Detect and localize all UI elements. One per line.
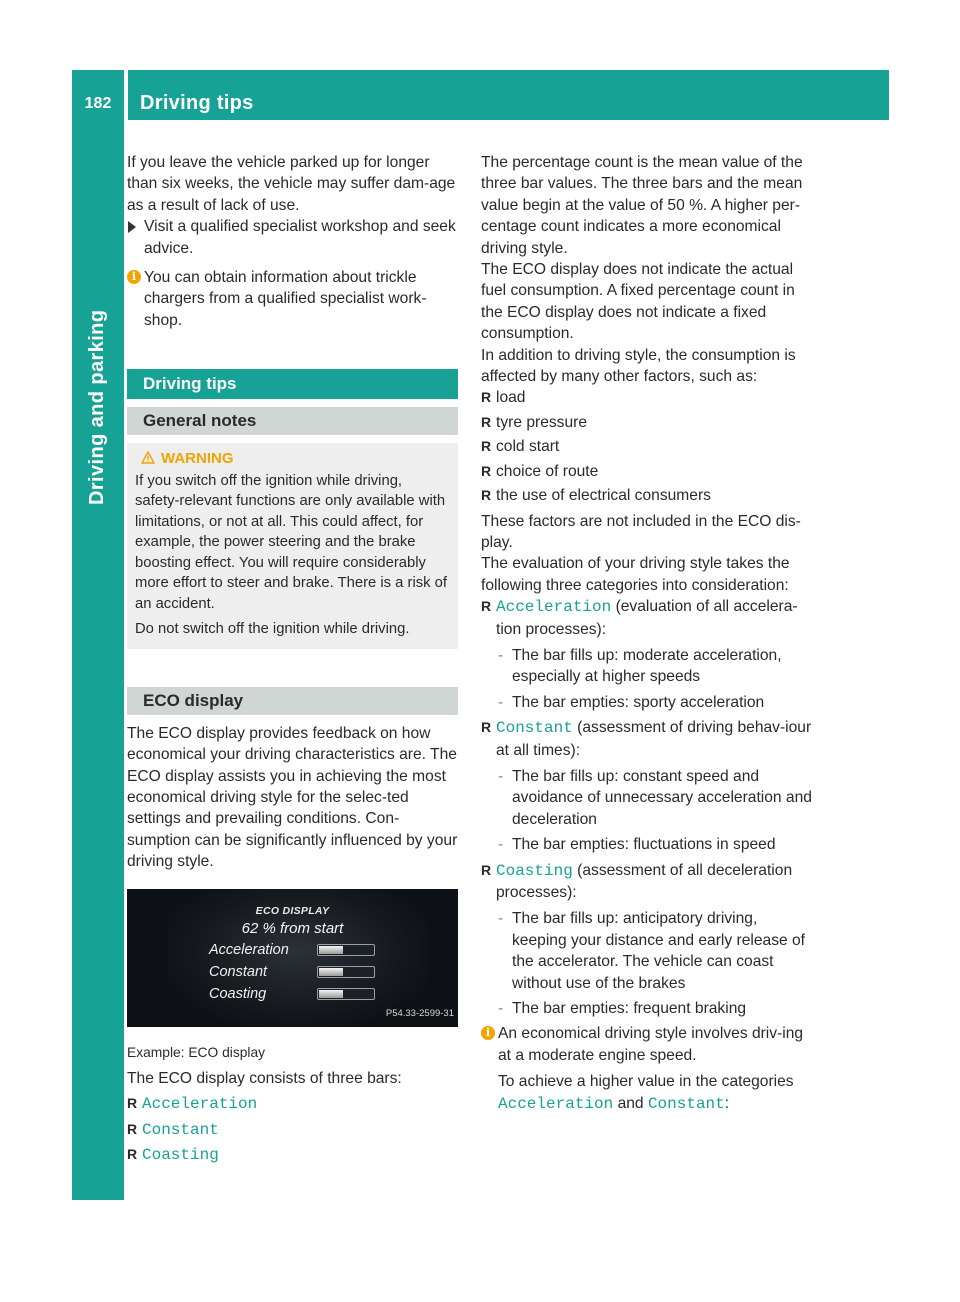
info-suffix: : [724, 1094, 730, 1112]
dash-icon: - [498, 836, 504, 854]
chapter-tab [72, 120, 124, 1200]
warning-triangle-icon [141, 451, 155, 464]
info-icon: i [127, 270, 141, 284]
categories-list [481, 596, 812, 1019]
paragraph-evaluation: The evaluation of your driving style takes the following three categories into consideration: [481, 555, 790, 594]
detail-text: The bar fills up: constant speed and avoidance of unnecessary acceleration and deceleration [512, 767, 812, 828]
detail-text: The bar fills up: anticipatory driving, keeping your distance and early release of the accelerator. The vehicle can coast without use of the brakes [512, 910, 805, 992]
paragraph-not-included: These factors are not included in the ECO dis-play. [481, 512, 801, 551]
info-and: and [617, 1094, 644, 1112]
warning-heading [135, 449, 450, 470]
factor-text: tyre pressure [496, 413, 587, 431]
detail-item [496, 645, 812, 688]
subsection-heading-general: General notes [127, 407, 458, 435]
chapter-label [84, 309, 114, 505]
category-description: (evaluation of all accelera-tion processes): [496, 598, 798, 638]
eco-intro-paragraph: The ECO display provides feedback on how economical your driving characteristics are. The ECO display assists you in achieving the most economical driving style for the selec-ted settings and prevailing conditions. Con-sumption can be significantly influenced by your driving style. [127, 724, 458, 871]
warning-text: If you switch off the ignition while driving, safety-relevant functions are only available with limitations, or not at all. This could affect, for example, the power steering and the brake boosting effect. You will require considerably more effort to steer and brake. There is a risk of an accident. [135, 472, 447, 612]
detail-text: The bar empties: fluctuations in speed [512, 836, 776, 854]
intro-paragraph: If you leave the vehicle parked up for longer than six weeks, the vehicle may suffer dam-age as a result of lack of use. [127, 154, 456, 214]
info-note-economy [481, 1023, 812, 1115]
list-item [481, 461, 812, 482]
eco-display-image [127, 889, 458, 1027]
section-heading: Driving tips [127, 369, 458, 399]
factor-text: load [496, 389, 526, 407]
chapter-label-text: Driving and parking [86, 309, 108, 505]
category-reference: Constant [647, 1094, 725, 1113]
info-text: An economical driving style involves driv-ing at a moderate engine speed. [498, 1025, 804, 1064]
eco-bar-constant [317, 966, 375, 978]
factor-text: the use of electrical consumers [496, 487, 711, 505]
factors-list [481, 387, 812, 506]
header-divider [124, 70, 128, 120]
list-item [481, 387, 812, 408]
bullet-icon: R [481, 462, 492, 479]
list-item [127, 1119, 458, 1141]
bar-name: Constant [142, 1120, 219, 1139]
category-reference: Acceleration [498, 1094, 614, 1113]
info-text-continued [498, 1071, 812, 1115]
eco-display-title: ECO DISPLAY [255, 904, 330, 917]
bullet-icon: R [481, 861, 492, 878]
detail-item [496, 998, 812, 1019]
dash-icon: - [498, 767, 504, 785]
step-arrow-icon [128, 221, 136, 233]
bullet-icon: R [481, 487, 492, 504]
info-text: You can obtain information about trickle chargers from a qualified specialist work-shop. [144, 269, 427, 329]
eco-row-label: Acceleration [209, 941, 289, 958]
detail-text: The bar empties: sporty acceleration [512, 693, 765, 711]
bullet-icon: R [481, 719, 492, 736]
paragraph-mean-value: The percentage count is the mean value of the three bar values. The three bars and the mean value begin at the value of 50 %. A higher per-centage count indicates a more economical driving style. [481, 154, 803, 257]
list-item [127, 1144, 458, 1166]
detail-item [496, 908, 812, 994]
warning-label: WARNING [161, 450, 234, 468]
detail-item [496, 834, 812, 855]
info-note [127, 267, 458, 331]
bars-intro: The ECO display consists of three bars: [127, 1070, 402, 1087]
image-reference-code: P54.33-2599-31 [385, 1008, 454, 1020]
category-description: (assessment of all deceleration processes): [496, 861, 793, 901]
category-name: Constant [496, 719, 573, 738]
dash-icon: - [498, 646, 504, 664]
bullet-icon: R [127, 1146, 138, 1163]
category-item [481, 596, 812, 713]
detail-item [496, 766, 812, 830]
eco-display-percentage: 62 % from start [241, 919, 344, 937]
factor-text: choice of route [496, 462, 599, 480]
paragraph-factors-intro: In addition to driving style, the consumption is affected by many other factors, such as: [481, 346, 796, 386]
bars-list [127, 1093, 458, 1166]
eco-bar-acceleration [317, 944, 375, 956]
bullet-icon: R [127, 1095, 138, 1112]
list-item [481, 412, 812, 433]
detail-text: The bar fills up: moderate acceleration, especially at higher speeds [512, 646, 782, 686]
bullet-icon: R [481, 413, 492, 430]
category-details [496, 908, 812, 1019]
factor-text: cold start [496, 438, 560, 456]
category-details [496, 645, 812, 713]
info-prefix: To achieve a higher value in the categories [498, 1073, 794, 1091]
bullet-icon: R [481, 438, 492, 455]
category-item [481, 860, 812, 1020]
bar-name: Coasting [142, 1146, 219, 1165]
category-details [496, 766, 812, 856]
category-name: Acceleration [496, 598, 612, 617]
image-caption: Example: ECO display [127, 1044, 266, 1060]
detail-item [496, 692, 812, 713]
subsection-heading-eco: ECO display [127, 687, 458, 715]
eco-row-label: Constant [209, 963, 268, 980]
right-column [481, 152, 812, 1121]
eco-bar-coasting [317, 988, 375, 1000]
action-step [127, 216, 458, 259]
bullet-icon: R [481, 598, 492, 615]
bar-name: Acceleration [142, 1095, 258, 1114]
detail-text: The bar empties: frequent braking [512, 1000, 747, 1018]
list-item [481, 485, 812, 506]
info-icon: i [481, 1026, 495, 1040]
category-description: (assessment of driving behav-iour at all times): [496, 719, 812, 759]
bullet-icon: R [127, 1120, 138, 1137]
page-number: 182 [84, 95, 112, 112]
category-name: Coasting [496, 861, 573, 880]
dash-icon: - [498, 693, 504, 711]
bullet-icon: R [481, 389, 492, 406]
dash-icon: - [498, 910, 504, 928]
list-item [481, 436, 812, 457]
warning-box [127, 443, 458, 649]
header-title: Driving tips [140, 92, 254, 114]
category-item [481, 717, 812, 855]
dash-icon: - [498, 1000, 504, 1018]
warning-instruction: Do not switch off the ignition while driving. [135, 621, 410, 638]
list-item [127, 1093, 458, 1115]
left-column [127, 152, 458, 1170]
paragraph-fuel: The ECO display does not indicate the actual fuel consumption. A fixed percentage count in the ECO display does not indicate a fixed consumption. [481, 261, 795, 343]
step-text: Visit a qualified specialist workshop and seek advice. [144, 218, 456, 257]
eco-row-label: Coasting [209, 985, 267, 1002]
